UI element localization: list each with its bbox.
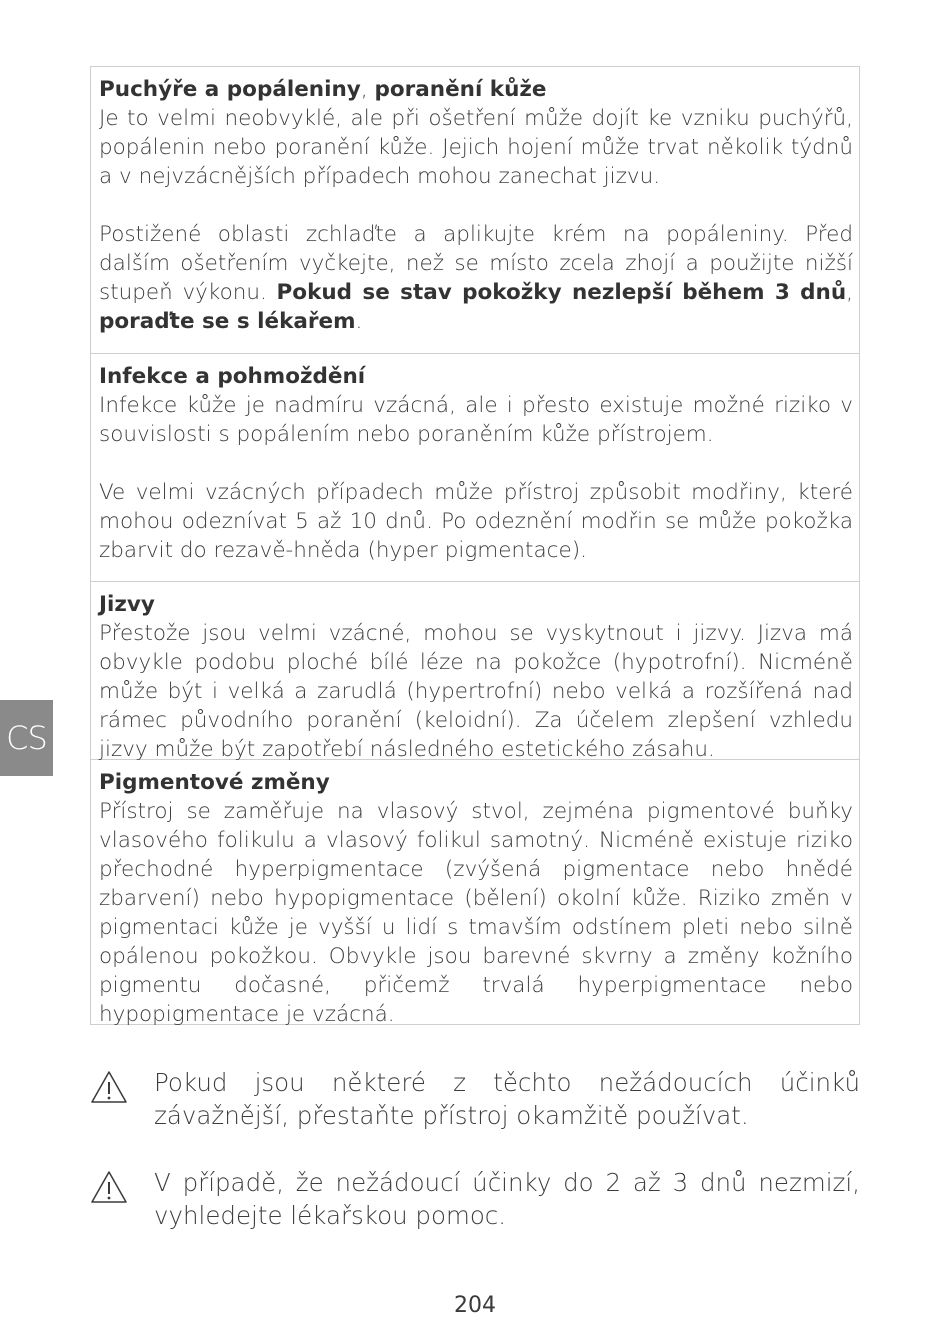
warning-triangle-icon <box>90 1066 154 1132</box>
section-heading: Puchýře a popáleniny, poranění kůže <box>99 77 547 102</box>
section-paragraph: Přístroj se zaměřuje na vlasový stvol, zejména pigmentové buňky vlasového folikulu a vlasový folikul samotný. Nicméně existuje riziko přechodné hyperpigmentace (zvýšená pigmentace nebo hnědé zbarvení) nebo hypopigmentace (bělení) okolní kůže. Riziko změn v pigmentaci kůže je vyšší u lidí s tmavším odstínem pleti nebo silně opálenou pokožkou. Obvykle jsou barevné skvrny a změny kožního pigmentu dočasné, přičemž trvalá hyperpigmentace nebo hypopigmentace je vzácná. <box>99 799 853 1027</box>
section-heading: Pigmentové změny <box>99 770 330 795</box>
section-paragraph: Přestože jsou velmi vzácné, mohou se vyskytnout i jizvy. Jizva má obvykle podobu ploché bílé léze na pokožce (hypotrofní). Nicméně může být i velká a zarudlá (hypertrofní) nebo velká a rozšířená nad rámec původního poranění (keloidní). Za účelem zlepšení vzhledu jizvy může být zapotřebí následného estetického zásahu. <box>99 621 853 762</box>
section-heading: Jizvy <box>99 592 155 617</box>
section-paragraph: Je to velmi neobvyklé, ale při ošetření může dojít ke vzniku puchýřů, popálenin nebo poranění kůže. Jejich hojení může trvat několik týdnů a v nejvzácnějších případech mohou zanechat jizvu. <box>99 106 853 189</box>
section-blisters-burns <box>91 67 859 354</box>
warning-notice <box>90 1066 860 1132</box>
language-tab: CS <box>0 700 53 776</box>
section-heading: Infekce a pohmoždění <box>99 364 366 389</box>
warning-text: V případě, že nežádoucí účinky do 2 až 3 dnů nezmizí, vyhledejte lékařskou pomoc. <box>154 1168 860 1230</box>
section-scars <box>91 582 859 760</box>
section-paragraph: Ve velmi vzácných případech může přístroj způsobit modřiny, které mohou odeznívat 5 až 10 dnů. Po odeznění modřin se může pokožka zbarvit do rezavě-hněda (hyper pigmentace). <box>99 480 853 563</box>
section-paragraph: Postižené oblasti zchlaďte a aplikujte krém na popáleniny. Před dalším ošetřením vyčkejte, než se místo zcela zhojí a použijte nižší stupeň výkonu. Pokud se stav pokožky nezlepší během 3 dnů, poraďte se s lékařem. <box>99 222 853 334</box>
warning-notice <box>90 1166 860 1232</box>
warning-text: Pokud jsou některé z těchto nežádoucích účinků závažnější, přestaňte přístroj okamžitě používat. <box>154 1068 860 1130</box>
section-infection-bruising <box>91 354 859 582</box>
side-effects-table <box>90 66 860 1025</box>
page-number: 204 <box>454 1293 496 1318</box>
section-paragraph: Infekce kůže je nadmíru vzácná, ale i přesto existuje možné riziko v souvislosti s popálením nebo poraněním kůže přístrojem. <box>99 393 853 447</box>
section-pigment-changes <box>91 760 859 1027</box>
warning-triangle-icon <box>90 1166 154 1232</box>
